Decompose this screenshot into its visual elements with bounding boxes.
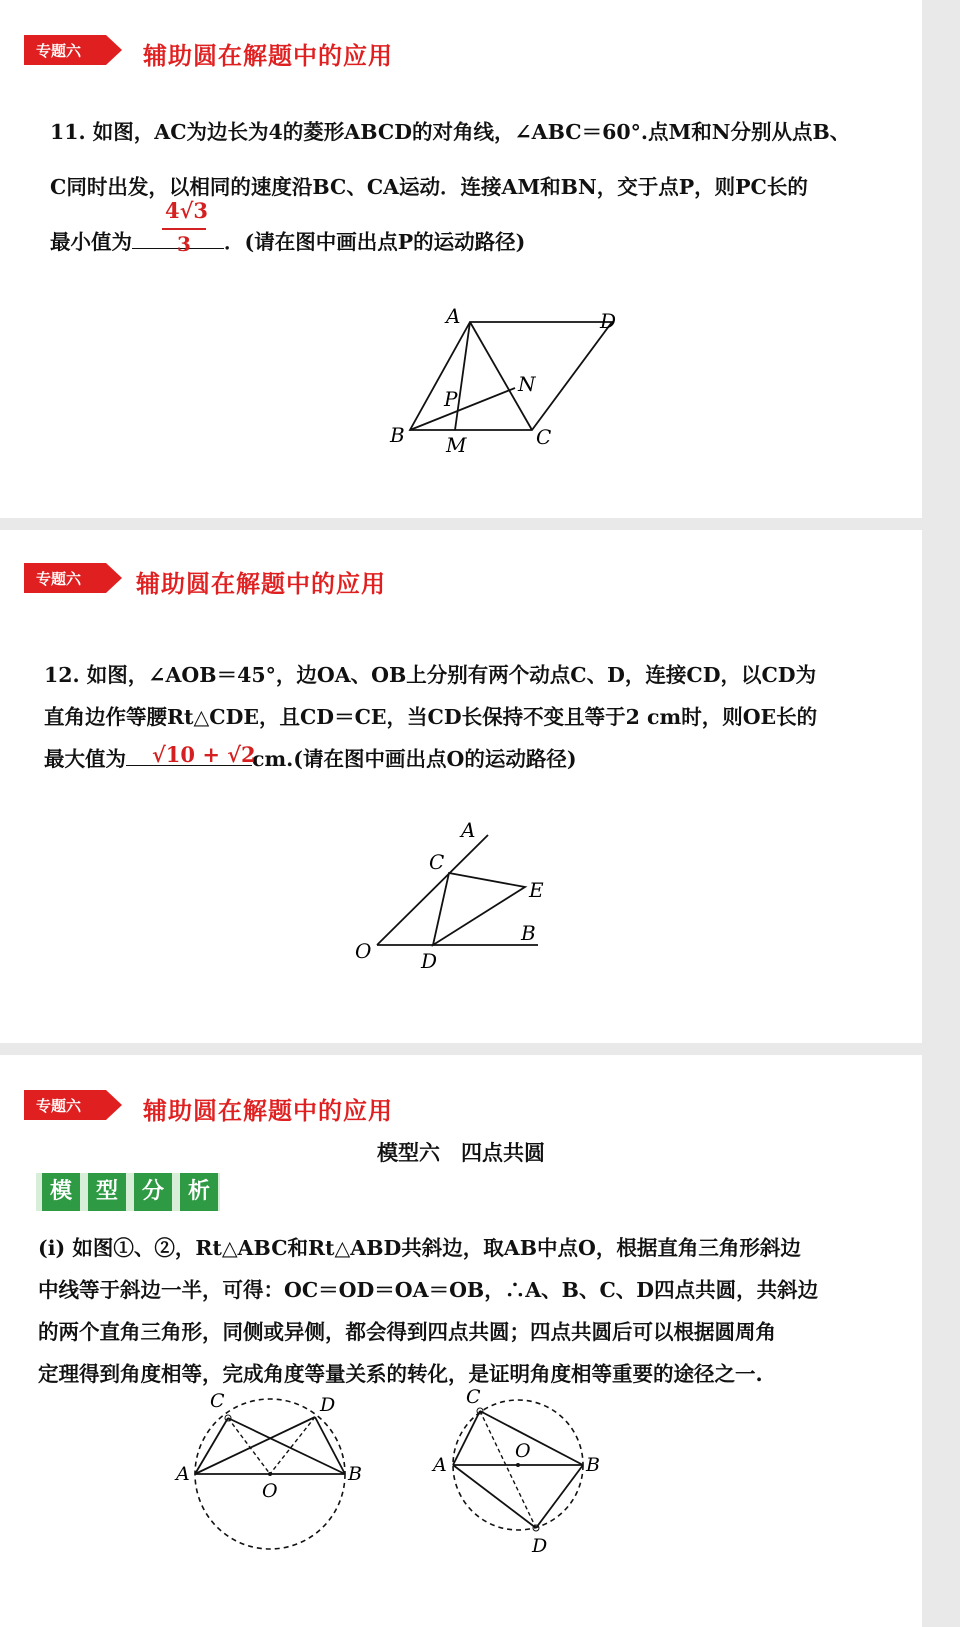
slide-model-six <box>0 1055 922 1627</box>
topic-tag <box>24 1090 122 1120</box>
q11-line-3-text: 最小值为 <box>50 230 132 254</box>
fig1-label-a: A <box>176 1463 190 1485</box>
badge-char-3: 分 <box>134 1173 172 1211</box>
fig1-label-b: B <box>348 1463 362 1485</box>
badge-char-1: 模 <box>42 1173 80 1211</box>
q11-fraction-bar <box>162 228 206 230</box>
fig11-label-n: N <box>518 372 536 396</box>
four-point-circle-figure-1 <box>170 1385 370 1565</box>
fig11-label-c: C <box>536 425 552 449</box>
fig12-label-a: A <box>461 818 476 842</box>
badge-char-2: 型 <box>88 1173 126 1211</box>
topic-title: 辅助圆在解题中的应用 <box>136 570 386 598</box>
q11-rhombus-figure <box>380 300 640 465</box>
q12-line-3-text: 最大值为 <box>44 747 126 771</box>
q11-answer-numerator: 4√3 <box>165 198 209 223</box>
model-line-1: (ⅰ) 如图①、②，Rt△ABC和Rt△ABD共斜边，取AB中点O，根据直角三角形斜边 <box>38 1236 801 1260</box>
model-line-4: 定理得到角度相等，完成角度等量关系的转化，是证明角度相等重要的途径之一. <box>38 1362 763 1386</box>
fig2-label-a: A <box>433 1454 447 1476</box>
q12-after-blank: cm.(请在图中画出点O的运动路径) <box>252 747 577 771</box>
fig12-label-e: E <box>529 878 544 902</box>
fig11-label-d: D <box>600 309 617 333</box>
q11-line-1: 11. 如图，AC为边长为4的菱形ABCD的对角线，∠ABC＝60°.点M和N分别从点B、 <box>50 120 851 144</box>
fig12-label-o: O <box>355 939 372 963</box>
slide-q11 <box>0 0 922 518</box>
fig1-label-o: O <box>262 1480 278 1502</box>
fig12-label-d: D <box>421 949 438 973</box>
tag-label: 专题六 <box>36 1097 82 1115</box>
model-line-2: 中线等于斜边一半，可得：OC＝OD＝OA＝OB，∴A、B、C、D四点共圆，共斜边 <box>38 1278 819 1302</box>
fig2-label-c: C <box>466 1386 481 1408</box>
fig2-label-d: D <box>532 1535 548 1557</box>
topic-tag <box>24 563 122 593</box>
four-point-circle-figure-2 <box>428 1385 618 1560</box>
topic-tag <box>24 35 122 65</box>
fig12-label-c: C <box>429 850 445 874</box>
slide-q12 <box>0 530 922 1043</box>
fig11-label-b: B <box>390 423 405 447</box>
fig1-label-d: D <box>320 1394 336 1416</box>
q12-line-2: 直角边作等腰Rt△CDE，且CD＝CE，当CD长保持不变且等于2 cm时，则OE长的 <box>44 705 818 729</box>
q11-after-blank: ．(请在图中画出点P的运动路径) <box>224 230 526 254</box>
model-analysis-text <box>38 1227 898 1395</box>
model-title: 模型六 四点共圆 <box>377 1141 545 1165</box>
badge-char-4: 析 <box>180 1173 218 1211</box>
topic-title: 辅助圆在解题中的应用 <box>143 1097 393 1125</box>
model-line-3: 的两个直角三角形，同侧或异侧，都会得到四点共圆；四点共圆后可以根据圆周角 <box>38 1320 776 1344</box>
q12-line-3 <box>44 738 577 780</box>
q12-angle-figure <box>345 815 575 980</box>
q11-line-3 <box>50 215 525 269</box>
fig11-label-m: M <box>446 433 467 457</box>
q11-answer-denominator: 3 <box>177 232 191 256</box>
fig11-label-a: A <box>446 304 461 328</box>
q11-line-2: C同时出发，以相同的速度沿BC、CA运动．连接AM和BN，交于点P，则PC长的 <box>50 175 808 199</box>
fig2-label-o: O <box>515 1440 531 1462</box>
topic-title: 辅助圆在解题中的应用 <box>143 42 393 70</box>
fig2-label-b: B <box>586 1454 600 1476</box>
tag-label: 专题六 <box>36 42 82 60</box>
fig11-label-p: P <box>444 387 458 411</box>
fig12-label-b: B <box>521 921 536 945</box>
tag-label: 专题六 <box>36 570 82 588</box>
q12-line-1: 12. 如图，∠AOB＝45°，边OA、OB上分别有两个动点C、D，连接CD，以CD为 <box>44 663 817 687</box>
q12-answer: √10 + √2 <box>152 742 256 767</box>
fig1-label-c: C <box>210 1390 225 1412</box>
